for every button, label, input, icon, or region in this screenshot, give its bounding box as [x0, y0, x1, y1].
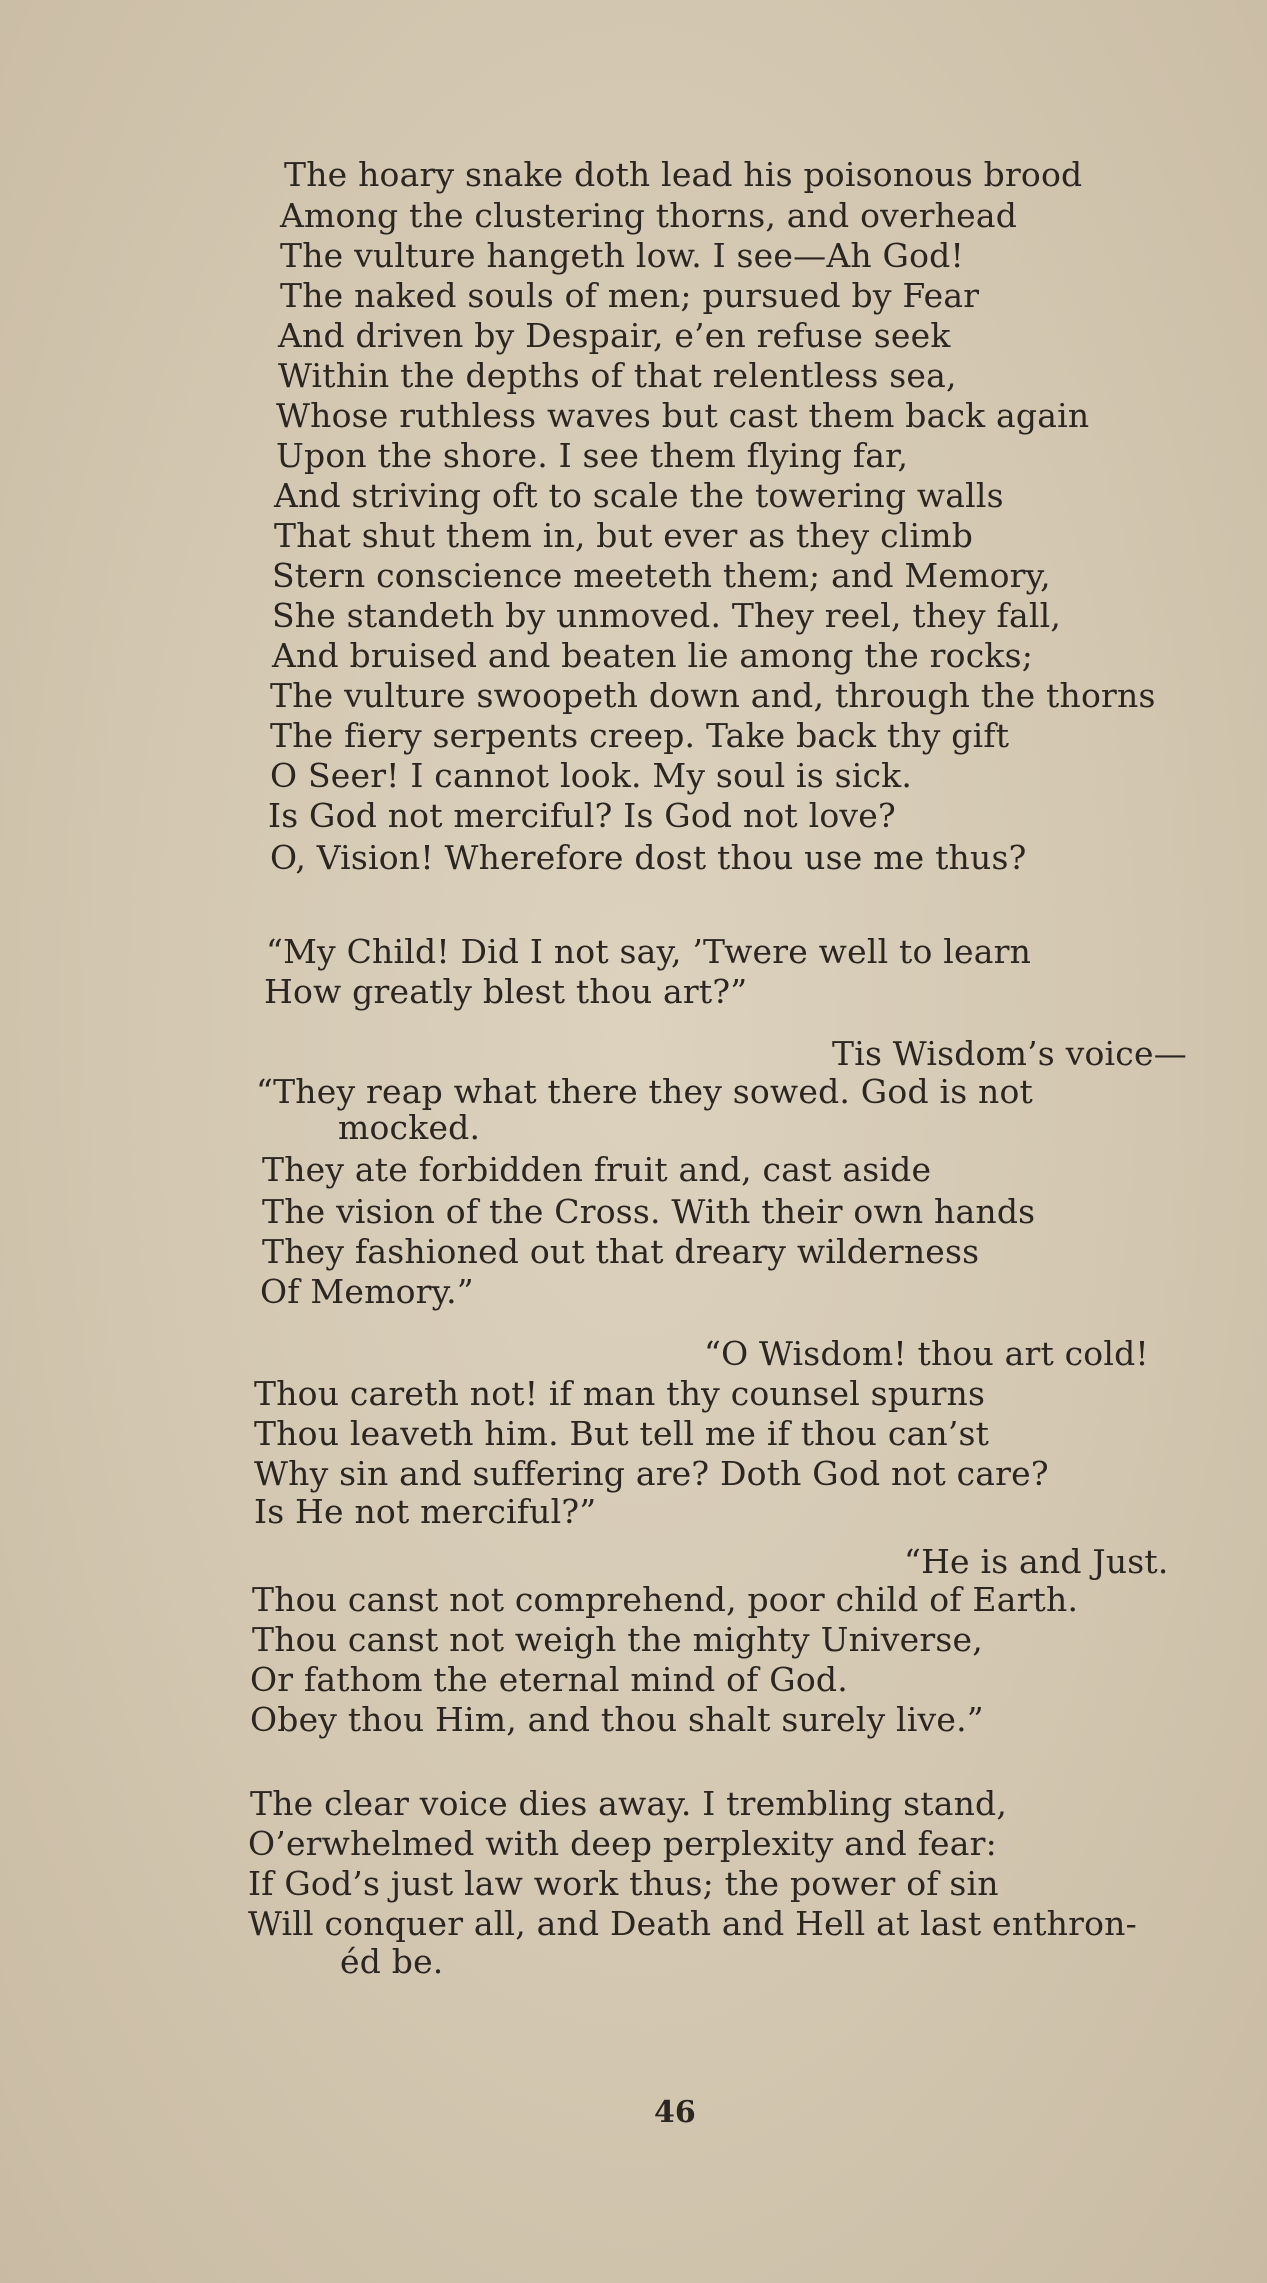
verse-line: mocked.	[338, 1108, 481, 1147]
verse-line: They fashioned out that dreary wilderness	[262, 1232, 980, 1271]
verse-line: O, Vision! Wherefore dost thou use me thus?	[270, 838, 1027, 877]
verse-line: éd be.	[340, 1942, 444, 1981]
verse-line: Among the clustering thorns, and overhead	[280, 196, 1018, 235]
verse-line: O’erwhelmed with deep perplexity and fear:	[248, 1824, 997, 1863]
verse-line: And driven by Despair, e’en refuse seek	[278, 316, 951, 355]
verse-line: O Seer! I cannot look. My soul is sick.	[270, 756, 913, 795]
verse-line: The naked souls of men; pursued by Fear	[280, 276, 980, 315]
verse-line: How greatly blest thou art?”	[264, 972, 748, 1011]
verse-line: Within the depths of that relentless sea,	[278, 356, 957, 395]
verse-line: Will conquer all, and Death and Hell at last enthron-	[248, 1904, 1137, 1943]
verse-line: Is God not merciful? Is God not love?	[268, 796, 896, 835]
verse-line: The vulture swoopeth down and, through the thorns	[270, 676, 1156, 715]
verse-line: That shut them in, but ever as they climb	[274, 516, 974, 555]
verse-line: “O Wisdom! thou art cold!	[704, 1334, 1149, 1373]
verse-line: Thou careth not! if man thy counsel spurns	[254, 1374, 986, 1413]
verse-line: Whose ruthless waves but cast them back again	[276, 396, 1090, 435]
verse-line: Obey thou Him, and thou shalt surely live.”	[250, 1700, 984, 1739]
verse-line: The fiery serpents creep. Take back thy gift	[270, 716, 1010, 755]
verse-line: Stern conscience meeteth them; and Memory,	[272, 556, 1051, 595]
verse-line: “My Child! Did I not say, ’Twere well to learn	[266, 932, 1032, 971]
verse-line: Or fathom the eternal mind of God.	[250, 1660, 848, 1699]
verse-line: The clear voice dies away. I trembling stand,	[250, 1784, 1008, 1823]
verse-line: Upon the shore. I see them flying far,	[276, 436, 909, 475]
verse-line: Thou canst not comprehend, poor child of Earth.	[252, 1580, 1079, 1619]
verse-line: Tis Wisdom’s voice—	[832, 1034, 1187, 1073]
verse-line: Is He not merciful?”	[254, 1492, 597, 1531]
verse-line: Thou canst not weigh the mighty Universe,	[252, 1620, 983, 1659]
verse-line: And striving oft to scale the towering walls	[274, 476, 1004, 515]
verse-line: “They reap what there they sowed. God is not	[256, 1072, 1034, 1111]
page-number: 46	[654, 2095, 696, 2130]
verse-line: “He is and Just.	[904, 1542, 1169, 1581]
verse-line: The vulture hangeth low. I see—Ah God!	[280, 236, 964, 275]
verse-line: Of Memory.”	[260, 1272, 474, 1311]
verse-line: If God’s just law work thus; the power of sin	[248, 1864, 999, 1903]
verse-line: Why sin and suffering are? Doth God not care?	[254, 1454, 1049, 1493]
verse-line: They ate forbidden fruit and, cast aside	[262, 1150, 932, 1189]
verse-line: And bruised and beaten lie among the rocks;	[272, 636, 1034, 675]
verse-line: She standeth by unmoved. They reel, they fall,	[272, 596, 1062, 635]
verse-line: The vision of the Cross. With their own hands	[262, 1192, 1036, 1231]
verse-line: Thou leaveth him. But tell me if thou can’st	[254, 1414, 990, 1453]
verse-line: The hoary snake doth lead his poisonous brood	[284, 155, 1083, 194]
